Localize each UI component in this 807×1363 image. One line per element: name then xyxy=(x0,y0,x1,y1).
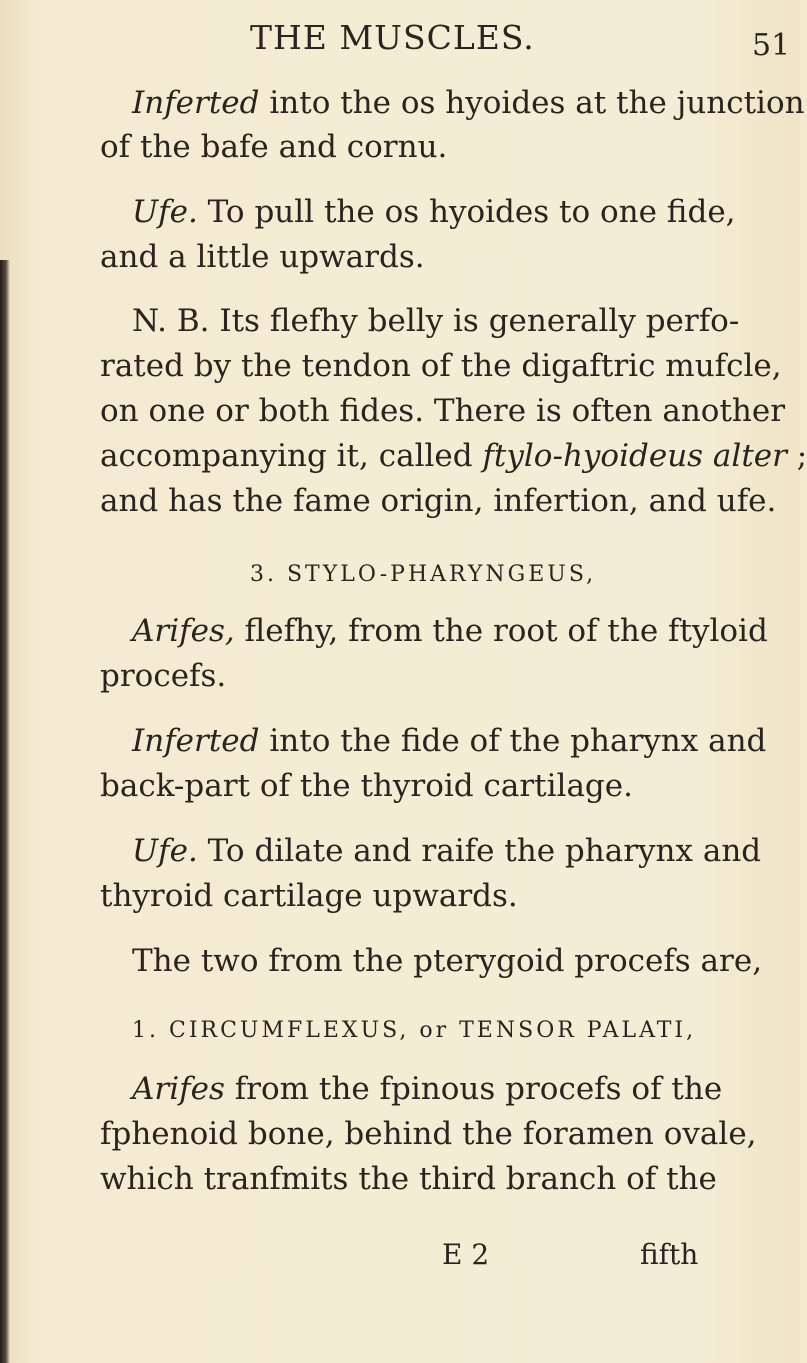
running-head: THE MUSCLES. xyxy=(250,18,535,57)
para-arises2-line-2: fphenoid bone, behind the foramen ovale, xyxy=(100,1116,757,1152)
section-heading-circumflexus: 1. CIRCUMFLEXUS, or TENSOR PALATI, xyxy=(132,1018,697,1043)
term-arises: Arifes, xyxy=(132,613,235,649)
para-inserted2-text: into the fide of the pharynx and xyxy=(259,723,767,759)
para-arises2-text: from the fpinous procefs of the xyxy=(224,1071,723,1107)
para-use-line-1 xyxy=(132,193,736,231)
para-inserted2-line-1 xyxy=(132,722,766,760)
para-note-line-1: N. B. Its flefhy belly is generally perfo- xyxy=(132,303,740,339)
section-heading-stylo-pharyngeus: 3. STYLO-PHARYNGEUS, xyxy=(250,562,597,587)
para-arises2-line-3: which tranfmits the third branch of the xyxy=(100,1161,717,1197)
term-use: Ufe. xyxy=(132,194,198,230)
para-note-line-5: and has the fame origin, infertion, and ufe. xyxy=(100,483,777,519)
signature-mark: E 2 xyxy=(442,1238,490,1271)
page-number: 51 xyxy=(752,28,791,63)
page-gutter-edge xyxy=(0,260,10,1363)
para-note-punct: ; xyxy=(786,438,807,474)
term-inserted-2: Inferted xyxy=(132,723,260,759)
para-arises-line-2: procefs. xyxy=(100,658,227,694)
para-use2-line-1 xyxy=(132,832,761,870)
para-inserted-line-1 xyxy=(132,84,805,122)
para-inserted-text: into the os hyoides at the junction xyxy=(259,85,805,121)
para-arises2-line-1 xyxy=(132,1070,722,1108)
para-inserted-line-2: of the bafe and cornu. xyxy=(100,129,448,165)
para-use2-text: To dilate and raife the pharynx and xyxy=(197,833,762,869)
para-note-line-3: on one or both fides. There is often another xyxy=(100,393,786,429)
para-note-text: accompanying it, called xyxy=(100,438,483,474)
para-arises-text: flefhy, from the root of the ftyloid xyxy=(234,613,768,649)
term-use-2: Ufe. xyxy=(132,833,198,869)
para-inserted2-line-2: back-part of the thyroid cartilage. xyxy=(100,768,633,804)
term-inserted: Inferted xyxy=(132,85,260,121)
para-use-text: To pull the os hyoides to one fide, xyxy=(197,194,736,230)
catchword: fifth xyxy=(640,1238,699,1271)
para-pterygoid-line-1: The two from the pterygoid procefs are, xyxy=(132,943,763,979)
para-use2-line-2: thyroid cartilage upwards. xyxy=(100,878,518,914)
term-arises-2: Arifes xyxy=(132,1071,225,1107)
term-stylo-hyoideus-alter: ftylo-hyoideus alter xyxy=(482,438,787,474)
para-use-line-2: and a little upwards. xyxy=(100,239,425,275)
para-note-line-2: rated by the tendon of the digaftric mufcle, xyxy=(100,348,782,384)
para-arises-line-1 xyxy=(132,612,768,650)
para-note-line-4 xyxy=(100,437,807,475)
